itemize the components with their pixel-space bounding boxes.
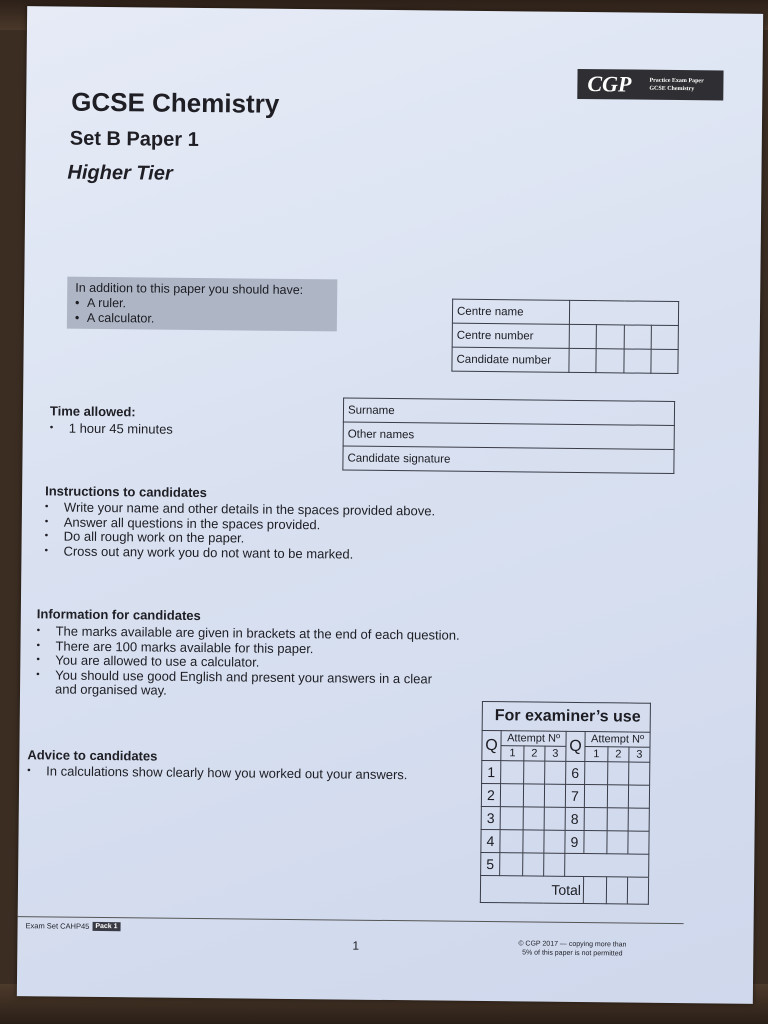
other-names-label[interactable]: Other names xyxy=(343,422,674,449)
blank-cell xyxy=(565,853,649,877)
mark-cell[interactable] xyxy=(607,831,628,854)
mark-cell[interactable] xyxy=(500,784,523,807)
question-number: 5 xyxy=(481,852,500,875)
mark-cell[interactable] xyxy=(544,807,565,830)
candidate-number-box[interactable] xyxy=(623,349,650,373)
time-allowed xyxy=(50,403,173,437)
advice-item: • In calculations show clearly how you worked out your answers. xyxy=(27,764,447,783)
instruction-item: • Answer all questions in the spaces provided. xyxy=(45,515,525,535)
centre-details-table xyxy=(451,299,679,374)
attempt-number: 2 xyxy=(608,747,629,762)
total-cell[interactable] xyxy=(627,877,648,904)
question-number: 7 xyxy=(565,784,584,807)
attempt-header: Attempt Nº xyxy=(501,731,566,747)
mark-cell[interactable] xyxy=(501,761,524,784)
instruction-item: • Write your name and other details in the spaces provided above. xyxy=(45,500,525,520)
page-title: GCSE Chemistry xyxy=(71,86,280,119)
instructions-heading: Instructions to candidates xyxy=(45,483,208,501)
question-number: 9 xyxy=(565,830,584,853)
mark-cell[interactable] xyxy=(500,853,523,876)
requirements-box xyxy=(67,277,338,332)
cgp-logo-text: CGP xyxy=(587,71,632,97)
cgp-tagline xyxy=(649,77,703,94)
time-heading: Time allowed: xyxy=(49,403,136,420)
q-header: Q xyxy=(482,730,501,760)
exam-set-code xyxy=(26,921,121,931)
total-cell[interactable] xyxy=(583,877,606,904)
candidate-number-box[interactable] xyxy=(569,348,596,372)
mark-cell[interactable] xyxy=(607,808,628,831)
tagline-line-2: GCSE Chemistry xyxy=(649,85,695,93)
examiner-heading: For examiner’s use xyxy=(482,701,650,732)
centre-name-field[interactable] xyxy=(569,300,678,325)
pack-badge: Pack 1 xyxy=(92,922,120,931)
question-number: 1 xyxy=(482,760,501,783)
mark-cell[interactable] xyxy=(544,830,565,853)
question-number: 8 xyxy=(565,807,584,830)
mark-cell[interactable] xyxy=(628,785,649,808)
information-item: • You are allowed to use a calculator. xyxy=(36,653,506,672)
exam-code-text: Exam Set CAHP45 xyxy=(25,921,90,931)
mark-cell[interactable] xyxy=(628,808,649,831)
copyright-notice xyxy=(497,939,647,959)
mark-cell[interactable] xyxy=(607,785,628,808)
attempt-number: 3 xyxy=(629,747,650,762)
requirement-item: • A ruler. xyxy=(75,296,329,314)
question-number: 6 xyxy=(566,761,585,784)
attempt-number: 1 xyxy=(501,746,524,761)
instruction-item: • Cross out any work you do not want to be marked. xyxy=(44,544,524,564)
question-number: 4 xyxy=(481,829,500,852)
mark-cell[interactable] xyxy=(628,831,649,854)
mark-cell[interactable] xyxy=(523,807,544,830)
examiner-use-table xyxy=(480,701,651,905)
copyright-line-1: © CGP 2017 — copying more than xyxy=(518,940,627,949)
candidate-number-box[interactable] xyxy=(651,349,678,373)
centre-number-box[interactable] xyxy=(596,325,623,349)
mark-cell[interactable] xyxy=(544,853,565,876)
page-number: 1 xyxy=(352,938,360,953)
instruction-item: • Do all rough work on the paper. xyxy=(45,529,525,549)
total-label: Total xyxy=(480,875,583,903)
tier-label: Higher Tier xyxy=(67,161,173,185)
paper-name: Set B Paper 1 xyxy=(69,127,199,151)
information-item: • You should use good English and present your answers in a clear and organised way. xyxy=(36,668,435,701)
mark-cell[interactable] xyxy=(523,853,544,876)
total-cell[interactable] xyxy=(606,877,627,904)
mark-cell[interactable] xyxy=(500,830,523,853)
cgp-logo xyxy=(577,69,723,101)
mark-cell[interactable] xyxy=(608,762,629,785)
mark-cell[interactable] xyxy=(584,808,607,831)
centre-name-label: Centre name xyxy=(452,299,569,324)
mark-cell[interactable] xyxy=(500,807,523,830)
candidate-signature-label[interactable]: Candidate signature xyxy=(343,446,674,473)
information-heading: Information for candidates xyxy=(36,606,201,624)
exam-paper-cover xyxy=(17,6,763,1004)
requirement-item: • A calculator. xyxy=(75,311,329,329)
advice-heading: Advice to candidates xyxy=(27,747,158,764)
attempt-number: 1 xyxy=(585,747,608,762)
candidate-number-label: Candidate number xyxy=(452,347,569,372)
q-header: Q xyxy=(566,731,585,761)
question-number: 3 xyxy=(481,806,500,829)
mark-cell[interactable] xyxy=(584,785,607,808)
advice-section xyxy=(27,747,447,783)
mark-cell[interactable] xyxy=(629,762,650,785)
time-value: • 1 hour 45 minutes xyxy=(50,421,173,437)
instructions-section xyxy=(44,483,525,563)
tagline-line-1: Practice Exam Paper xyxy=(649,77,704,85)
copyright-line-2: 5% of this paper is not permitted xyxy=(522,949,623,958)
surname-label[interactable]: Surname xyxy=(343,398,674,425)
information-item: • The marks available are given in brackets at the end of each question. xyxy=(37,624,507,643)
information-item: • There are 100 marks available for this paper. xyxy=(36,639,506,658)
question-number: 2 xyxy=(481,783,500,806)
mark-cell[interactable] xyxy=(523,784,544,807)
mark-cell[interactable] xyxy=(585,762,608,785)
mark-cell[interactable] xyxy=(523,830,544,853)
attempt-number: 2 xyxy=(524,746,545,761)
mark-cell[interactable] xyxy=(584,831,607,854)
information-section xyxy=(36,606,507,701)
attempt-header: Attempt Nº xyxy=(585,732,650,748)
centre-number-box[interactable] xyxy=(569,324,596,348)
centre-number-box[interactable] xyxy=(624,325,651,349)
mark-cell[interactable] xyxy=(544,784,565,807)
mark-cell[interactable] xyxy=(545,761,566,784)
mark-cell[interactable] xyxy=(524,761,545,784)
candidate-names-table xyxy=(342,398,675,474)
centre-number-label: Centre number xyxy=(452,323,569,348)
candidate-number-box[interactable] xyxy=(596,349,623,373)
attempt-number: 3 xyxy=(545,746,566,761)
centre-number-box[interactable] xyxy=(651,325,678,349)
requirements-intro: In addition to this paper you should have: xyxy=(75,280,304,298)
